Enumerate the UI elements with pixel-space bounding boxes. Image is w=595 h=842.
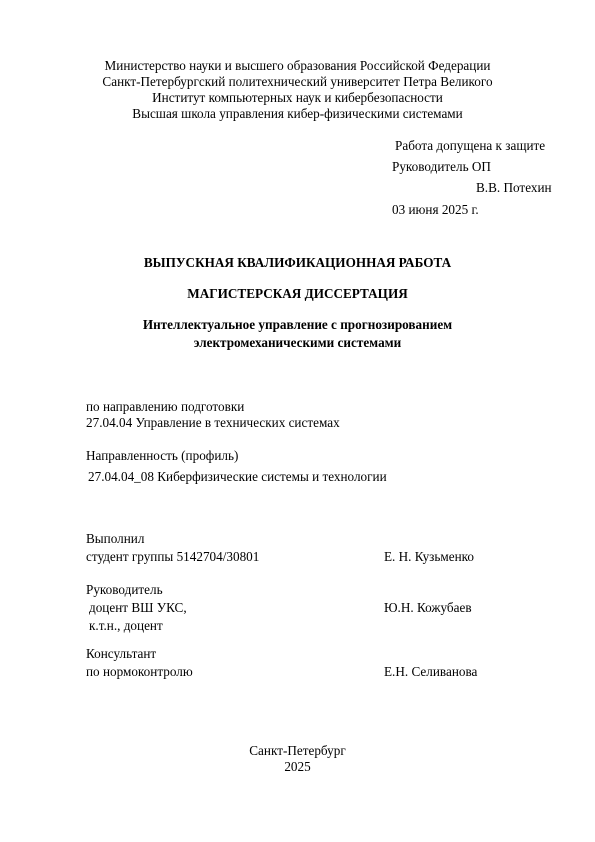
thesis-topic-line-2: электромеханическими системами (193, 335, 402, 350)
institute-name: Институт компьютерных наук и кибербезопасности (152, 90, 443, 105)
footer-city: Санкт-Петербург (249, 743, 346, 758)
direction-value: 27.04.04 Управление в технических системах (86, 415, 340, 430)
thesis-topic-line-1: Интеллектуальное управление с прогнозированием (142, 317, 453, 332)
approval-head-name: В.В. Потехин (476, 180, 552, 195)
author-group: студент группы 5142704/30801 (86, 549, 260, 564)
profile-label: Направленность (профиль) (86, 448, 239, 463)
footer (0, 743, 595, 775)
university-name: Санкт-Петербургский политехнический университет Петра Великого (102, 74, 493, 89)
consultant-label: Консультант (86, 646, 157, 661)
supervisor-name: Ю.Н. Кожубаев (384, 600, 472, 615)
ministry-name: Министерство науки и высшего образования Российской Федерации (104, 58, 491, 73)
direction-label: по направлению подготовки (86, 399, 245, 414)
approval-admitted: Работа допущена к защите (395, 138, 546, 153)
author-label: Выполнил (86, 531, 145, 546)
author-name: Е. Н. Кузьменко (384, 549, 474, 564)
approval-date: 03 июня 2025 г. (392, 202, 479, 217)
consultant-name: Е.Н. Селиванова (384, 664, 478, 679)
profile-value: 27.04.04_08 Киберфизические системы и технологии (88, 469, 387, 484)
footer-year: 2025 (284, 759, 311, 774)
school-name: Высшая школа управления кибер-физическими системами (132, 106, 463, 121)
work-type-title: ВЫПУСКНАЯ КВАЛИФИКАЦИОННАЯ РАБОТА (143, 255, 452, 270)
thesis-type-title: МАГИСТЕРСКАЯ ДИССЕРТАЦИЯ (187, 286, 408, 301)
supervisor-label: Руководитель (86, 582, 163, 597)
supervisor-position: доцент ВШ УКС, (89, 600, 187, 615)
supervisor-degree: к.т.н., доцент (89, 618, 163, 633)
thesis-topic (0, 317, 595, 351)
consultant-role: по нормоконтролю (86, 664, 193, 679)
approval-head-title: Руководитель ОП (392, 159, 491, 174)
organization-header (0, 58, 595, 122)
